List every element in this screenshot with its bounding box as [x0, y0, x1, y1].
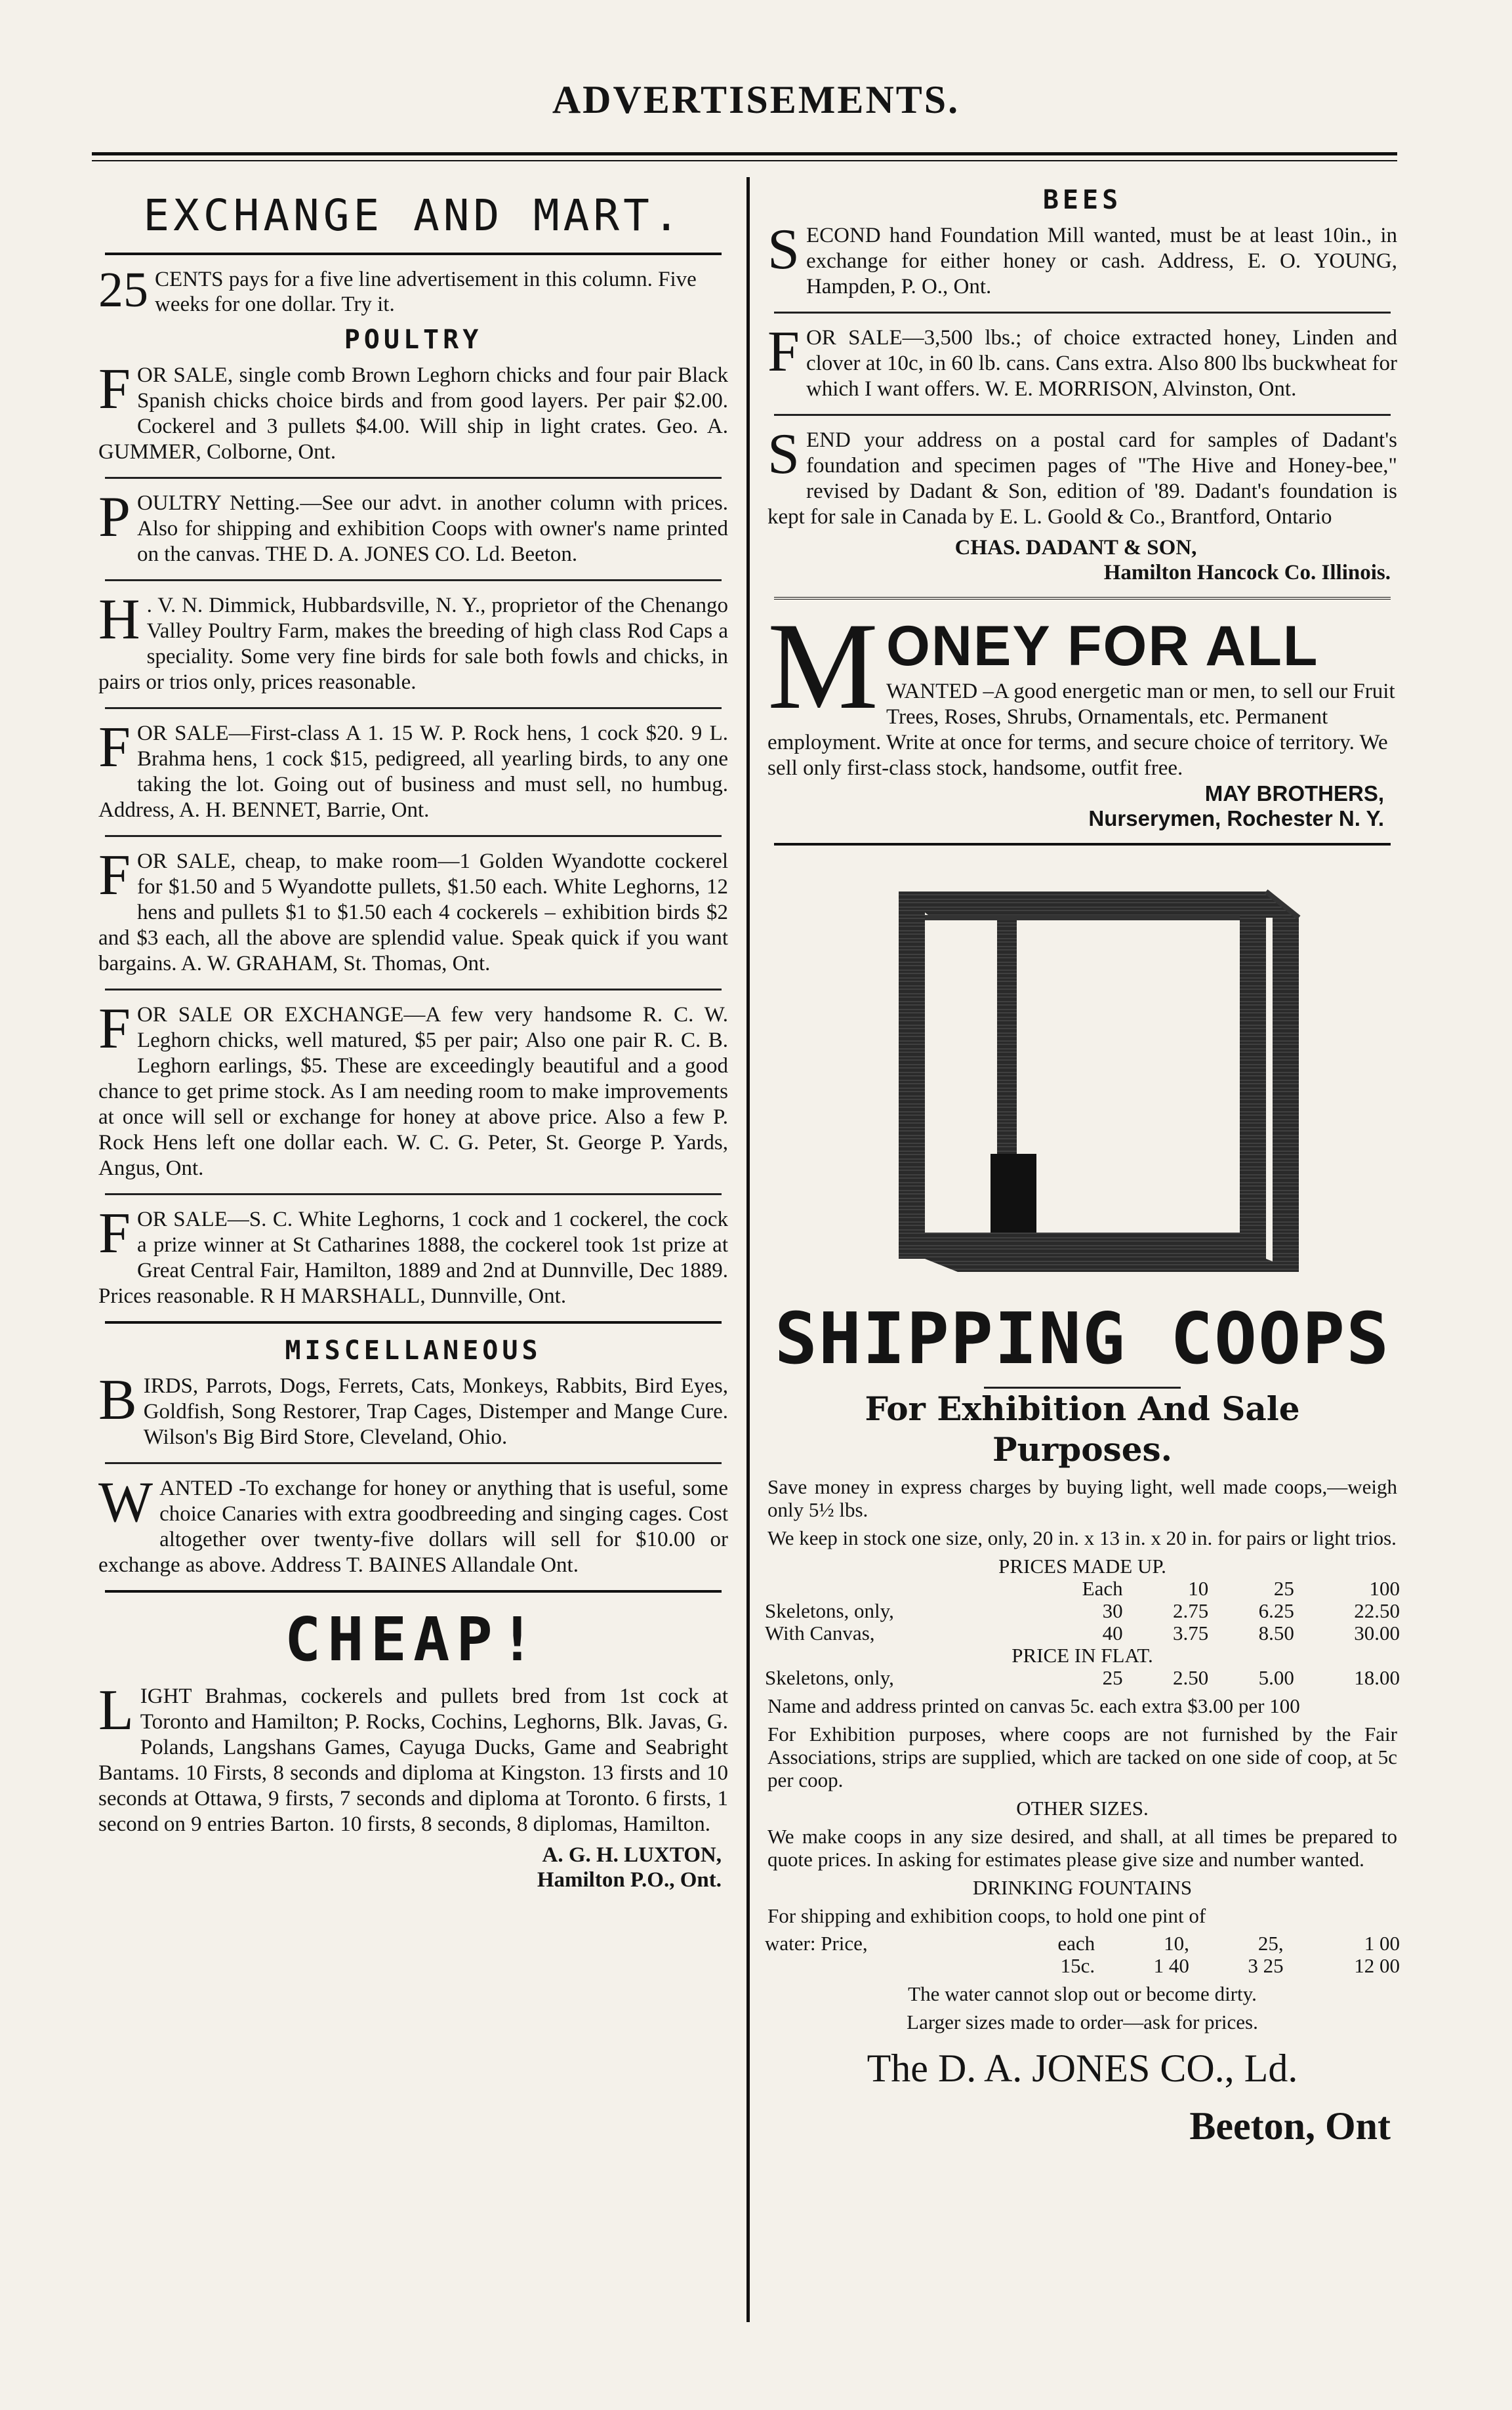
ad-text: OR SALE—S. C. White Leghorns, 1 cock and 1 cockerel, the cock a prize winner at St Catharines 1888, the cockerel took 1st prize at Great Central Fair, Hamilton, 1889 and 2nd at Dunnville, Dec 1889. Prices reasonable. R H MARSHALL, Dunnville, Ont.: [98, 1208, 728, 1308]
table-row: [761, 1600, 1404, 1622]
ad-morrison: [767, 320, 1397, 402]
ad-text: OR SALE OR EXCHANGE—A few very handsome R. C. W. Leghorn chicks, well matured, $5 per pair; Also one pair R. C. B. Leghorn earlings, $5. These are exceedingly beautiful and a good chance to get prime stock. As I am needing room to make improvements at once will sell or exchange for honey at above price. Also a few P. Rock Hens left one dollar each. W. C. G. Peter, St. George P. Yards, Angus, Ont.: [98, 1003, 728, 1180]
price-in-flat-heading: PRICE IN FLAT.: [1011, 1644, 1153, 1667]
water-text: The water cannot slop out or become dirty.: [908, 1982, 1257, 2005]
shipping-coop-illustration: [846, 865, 1318, 1292]
fountain-price-table: [761, 1932, 1404, 1977]
page-header: ADVERTISEMENTS.: [552, 78, 960, 121]
money-headline: ONEY FOR ALL: [886, 615, 1319, 678]
dadant-signature: CHAS. DADANT & SON,: [954, 536, 1197, 560]
table-cell: 3 25: [1248, 1954, 1284, 1977]
divider: [105, 253, 722, 255]
ad-text: . V. N. Dimmick, Hubbardsville, N. Y., proprietor of the Chenango Valley Poultry Farm, makes the breeding of high class Rod Caps a speciality. Some very fine birds for sale both fowls and chicks, in pairs or trios only, prices reasonable.: [98, 594, 728, 694]
misc-heading: MISCELLANEOUS: [285, 1336, 542, 1366]
price-table: [761, 1578, 1404, 1689]
name-address-text: Name and address printed on canvas 5c. each extra $3.00 per 100: [767, 1694, 1300, 1717]
ad-dimmick: [98, 588, 728, 695]
table-cell: 10,: [1164, 1932, 1189, 1955]
drop-cap: F: [98, 1202, 131, 1265]
table-row: [761, 1644, 1404, 1667]
table-cell: [761, 1578, 1031, 1600]
table-cell: 10: [1188, 1577, 1209, 1600]
exhibition-text: For Exhibition purposes, where coops are not furnished by the Fair Associations, strips are supplied, which are tacked on one side of coop, at 5c per coop.: [767, 1723, 1397, 1791]
exchange-mart-title: EXCHANGE AND MART.: [143, 190, 684, 241]
purpose-line-2: Purposes.: [992, 1430, 1173, 1469]
divider: [105, 477, 722, 479]
table-row: [761, 1622, 1404, 1644]
bees-heading: BEES: [1042, 185, 1122, 215]
table-cell: 25: [1102, 1666, 1123, 1689]
ad-text: OR SALE, cheap, to make room—1 Golden Wyandotte cockerel for $1.50 and 5 Wyandotte pullets, $1.50 each. White Leghorns, 12 hens and pullets $1 to $1.50 each 4 cockerels – exhibition birds $2 and $3 each, all the above are splendid value. Speak quick if you want bargains. A. W. GRAHAM, St. Thomas, Ont.: [98, 849, 728, 975]
divider: [105, 707, 722, 709]
divider: [774, 312, 1391, 314]
other-sizes-heading: OTHER SIZES.: [1016, 1797, 1149, 1820]
table-cell: 1 40: [1153, 1954, 1189, 1977]
table-cell: 30: [1102, 1599, 1123, 1622]
divider: [105, 835, 722, 837]
drinking-text: For shipping and exhibition coops, to hold one pint of: [767, 1904, 1206, 1927]
ad-text: IRDS, Parrots, Dogs, Ferrets, Cats, Monkeys, Rabbits, Bird Eyes, Goldfish, Song Restorer, Trap Cages, Distemper and Mange Cure. Wilson's Big Bird Store, Cleveland, Ohio.: [143, 1374, 728, 1449]
drop-cap: L: [98, 1679, 134, 1742]
table-cell: Skeletons, only,: [765, 1599, 894, 1622]
cheap-heading: CHEAP!: [284, 1604, 542, 1675]
jones-address: Beeton, Ont: [1189, 2104, 1391, 2148]
table-cell: 12 00: [1354, 1954, 1400, 1977]
table-cell: 40: [1102, 1622, 1123, 1644]
drop-cap: F: [767, 320, 800, 384]
ad-dadant: [767, 422, 1397, 530]
jones-company-name: The D. A. JONES CO., Ld.: [867, 2047, 1298, 2090]
money-drop-cap: M: [767, 598, 878, 735]
drop-cap: F: [98, 716, 131, 779]
ad-graham: [98, 844, 728, 977]
drop-cap: H: [98, 588, 140, 651]
poultry-heading: POULTRY: [344, 325, 483, 355]
table-cell: 6.25: [1258, 1599, 1294, 1622]
ad-text: OULTRY Netting.—See our advt. in another column with prices. Also for shipping and exhibition Coops with owner's name printed on the canvas. THE D. A. JONES CO. Ld. Beeton.: [136, 491, 728, 566]
purpose-line-1: For Exhibition And Sale: [865, 1389, 1300, 1428]
table-cell: 15c.: [1060, 1954, 1095, 1977]
divider: [105, 1590, 722, 1593]
ad-marshall: [98, 1202, 728, 1309]
ad-young: [767, 218, 1397, 300]
table-cell: Skeletons, only,: [765, 1666, 894, 1689]
ad-canaries: [98, 1471, 728, 1578]
table-cell: 3.75: [1172, 1622, 1209, 1644]
table-cell: 2.50: [1172, 1666, 1209, 1689]
divider: [105, 989, 722, 991]
luxton-address: Hamilton P.O., Ont.: [537, 1868, 722, 1892]
ad-luxton: [98, 1679, 728, 1837]
drop-cap: P: [98, 485, 131, 549]
table-cell: 8.50: [1258, 1622, 1294, 1644]
ad-text: OR SALE, single comb Brown Leghorn chicks and four pair Black Spanish chicks choice birds and from good layers. Per pair $2.00. Cockerel and 3 pullets $4.00. Will ship in light crates. Geo. A. GUMMER, Colborne, Ont.: [98, 363, 728, 464]
table-row: [761, 1932, 1404, 1955]
drop-cap: F: [98, 357, 131, 421]
drop-cap: W: [98, 1471, 153, 1534]
ad-text: OR SALE—3,500 lbs.; of choice extracted honey, Linden and clover at 10c, in 60 lb. cans. Cans extra. Also 800 lbs buckwheat for which I want offers. W. E. MORRISON, Alvinston, Ont.: [806, 326, 1397, 401]
intro-text: CENTS pays for a five line advertisement in this column. Five weeks for one dollar. Try it.: [155, 268, 697, 316]
ad-gummer: [98, 357, 728, 465]
divider: [105, 579, 722, 581]
ad-text: END your address on a postal card for samples of Dadant's foundation and specimen pages of "The Hive and Honey-bee," revised by Dadant & Son, edition of '89. Dadant's foundation is kept for sale in Canada by E. L. Goold & Co., Brantford, Ontario: [767, 428, 1397, 529]
table-cell: each: [1057, 1932, 1095, 1955]
table-cell: Each: [1082, 1577, 1123, 1600]
table-cell: 100: [1369, 1577, 1400, 1600]
table-cell: 2.75: [1172, 1599, 1209, 1622]
drop-cap: S: [767, 422, 800, 486]
ad-bennet: [98, 716, 728, 823]
ad-birds: [98, 1368, 728, 1450]
drop-cap: S: [767, 218, 800, 281]
ad-poultry-netting: [98, 485, 728, 567]
ad-text: ANTED -To exchange for honey or anything that is useful, some choice Canaries with extra goodbreeding and singing cages. Cost altogether over twenty-five dollars will sell for $10.00 or exchange as above. Address T. BAINES Allandale Ont.: [98, 1477, 728, 1577]
table-cell: 5.00: [1258, 1666, 1294, 1689]
larger-sizes-text: Larger sizes made to order—ask for prices.: [907, 2011, 1258, 2033]
table-cell: 1 00: [1364, 1932, 1400, 1955]
intro-number: 25: [98, 262, 148, 317]
drinking-fountains-heading: DRINKING FOUNTAINS: [972, 1876, 1193, 1899]
table-row: [761, 1955, 1404, 1977]
drop-cap: B: [98, 1368, 137, 1432]
table-cell: 25: [1273, 1577, 1294, 1600]
price-header-row: [761, 1578, 1404, 1600]
top-rule-thin: [92, 160, 1397, 161]
may-brothers: MAY BROTHERS,: [1204, 781, 1384, 806]
ad-peter: [98, 997, 728, 1181]
divider: [105, 1462, 722, 1464]
table-cell: 30.00: [1354, 1622, 1400, 1644]
ad-text: ECOND hand Foundation Mill wanted, must be at least 10in., in exchange for either honey or cash. Address, E. O. YOUNG, Hampden, P. O., Ont.: [806, 224, 1397, 298]
divider: [105, 1321, 722, 1324]
luxton-signature: A. G. H. LUXTON,: [542, 1843, 722, 1867]
table-row: [761, 1667, 1404, 1689]
prices-made-up-heading: PRICES MADE UP.: [998, 1555, 1166, 1578]
save-text: Save money in express charges by buying light, well made coops,—weigh only 5½ lbs.: [767, 1475, 1397, 1521]
divider: [774, 414, 1391, 416]
ad-text: OR SALE—First-class A 1. 15 W. P. Rock hens, 1 cock $20. 9 L. Brahma hens, 1 cock $15, pedigreed, all yearling birds, to any one taking the lot. Going out of business and must sell, no humbug. Address, A. H. BENNET, Barrie, Ont.: [98, 722, 728, 822]
table-cell: 18.00: [1354, 1666, 1400, 1689]
intro-notice: [98, 262, 728, 317]
left-column: [92, 177, 735, 1892]
drop-cap: F: [98, 997, 131, 1061]
table-cell: 25,: [1257, 1932, 1284, 1955]
other-sizes-text: We make coops in any size desired, and shall, at all times be prepared to quote prices. In asking for estimates please give size and number wanted.: [767, 1825, 1397, 1871]
table-cell: water: Price,: [765, 1932, 868, 1955]
money-text: WANTED –A good energetic man or men, to sell our Fruit Trees, Roses, Shrubs, Ornamentals, etc. Permanent employment. Write at once for terms, and secure choice of territory. We sell only first-class stock, handsome, outfit free.: [767, 680, 1395, 780]
divider: [774, 843, 1391, 846]
money-for-all-ad: [767, 598, 1397, 831]
dadant-address: Hamilton Hancock Co. Illinois.: [1103, 561, 1391, 584]
table-cell: [761, 1955, 1001, 1977]
ad-text: IGHT Brahmas, cockerels and pullets bred from 1st cock at Toronto and Hamilton; P. Rocks, Cochins, Leghorns, Blk. Javas, G. Polands, Langshans Games, Cayuga Ducks, Game and Seabright Bantams. 10 Firsts, 8 seconds and diploma at Kingston. 13 firsts and 10 seconds at Ottawa, 9 firsts, 7 seconds and diploma at Toronto. 6 firsts, 1 second on 9 entries Barton. 10 firsts, 8 seconds, 8 diplomas, Hamilton.: [98, 1685, 728, 1836]
column-rule: [746, 177, 750, 2322]
right-column: [761, 177, 1404, 2149]
table-cell: With Canvas,: [765, 1622, 875, 1644]
shipping-coops-heading: SHIPPING COOPS: [774, 1298, 1391, 1380]
table-cell: 22.50: [1354, 1599, 1400, 1622]
divider: [105, 1193, 722, 1195]
stock-text: We keep in stock one size, only, 20 in. x 13 in. x 20 in. for pairs or light trios.: [767, 1526, 1397, 1549]
top-rule: [92, 152, 1397, 155]
drop-cap: F: [98, 844, 131, 907]
may-brothers-address: Nurserymen, Rochester N. Y.: [1088, 806, 1384, 830]
